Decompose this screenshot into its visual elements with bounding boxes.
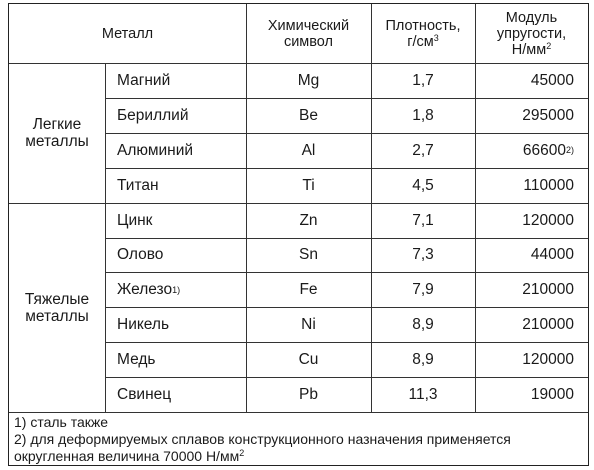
metal-name: Медь [117,351,156,369]
footnote-2-cont: округленная величина 70000 $Н/мм^2$ [14,448,245,464]
group-light-metals: Легкие металлы [25,116,89,150]
col-divider-symbol [246,4,247,412]
metals-table [8,3,589,466]
chemical-symbol: Sn [299,246,318,264]
metal-name: Олово [117,246,164,264]
modulus-value: 45000 [530,71,574,89]
chemical-symbol: Fe [299,281,318,299]
density-value: 8,9 [412,351,434,369]
metal-name: Бериллий [117,106,189,124]
header-symbol: Химический символ [267,17,350,50]
row-divider [105,98,588,99]
modulus-value: 120000 [522,211,574,229]
chemical-symbol: Mg [297,71,320,89]
density-value: 7,3 [412,246,434,264]
modulus-value: 295000 [522,106,574,124]
metal-name: Титан [117,176,159,194]
density-value: 7,9 [412,281,434,299]
group-divider [9,203,588,204]
chemical-symbol: Zn [299,211,318,229]
density-value: 1,7 [412,71,434,89]
modulus-value: 44000 [530,246,574,264]
metal-name: Свинец [117,386,172,404]
modulus-value: 110000 [523,176,574,194]
density-value: 11,3 [408,386,438,404]
group-heavy-metals: Тяжелые металлы [24,290,90,325]
col-divider-modulus [475,4,476,412]
modulus-value: 120000 [522,351,574,369]
header-divider [9,63,588,64]
density-value: 4,5 [412,176,434,194]
density-value: 7,1 [412,211,434,229]
row-divider [105,133,588,134]
footer-divider [9,412,588,413]
row-divider [105,377,588,378]
chemical-symbol: Ni [301,316,316,334]
row-divider [105,307,588,308]
row-divider [105,238,588,239]
chemical-symbol: Pb [299,386,318,404]
header-modulus: Модуль упругости, $Н/мм^2$ [496,9,567,58]
footnote-1: 1) сталь также [14,414,109,430]
chemical-symbol: Be [299,106,318,124]
modulus-value: 19000 [530,386,574,404]
row-divider [105,168,588,169]
col-divider-density [371,4,372,412]
density-value: 2,7 [412,141,434,159]
row-divider [105,272,588,273]
modulus-value: 210000 [522,316,574,334]
row-divider [105,342,588,343]
density-value: 8,9 [412,316,434,334]
chemical-symbol: Cu [298,351,319,369]
header-density: Плотность, $г/см^3$ [385,17,461,50]
footnote-2: 2) для деформируемых сплавов конструкционного назначения применяется [14,431,511,447]
metal-name: Алюминий [117,141,194,159]
density-value: 1,8 [412,106,434,124]
modulus-value: 210000 [522,281,574,299]
metal-name: Цинк [117,211,153,229]
metal-name: Никель [117,316,170,334]
metal-name: Железо 1) [117,281,181,299]
modulus-value: 66600 2) [522,141,574,159]
chemical-symbol: Ti [302,176,315,194]
chemical-symbol: Al [301,141,316,159]
header-metal: Металл [101,25,154,42]
metal-name: Магний [117,71,171,89]
